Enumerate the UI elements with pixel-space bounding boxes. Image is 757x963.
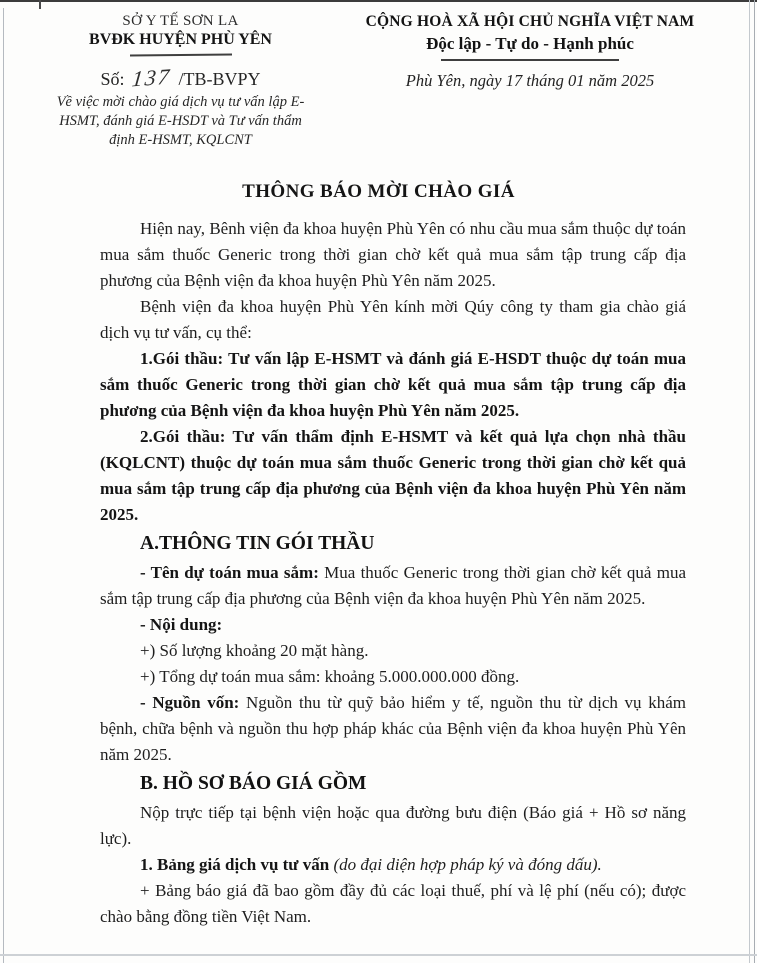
country-motto-line1: CỘNG HOÀ XÃ HỘI CHỦ NGHĨA VIỆT NAM	[365, 13, 695, 30]
price-table-label: 1. Bảng giá dịch vụ tư vấn	[140, 855, 330, 874]
paragraph-funding	[100, 690, 686, 768]
paragraph-content-label: - Nội dung:	[140, 615, 223, 634]
paragraph-intro: Hiện nay, Bênh viện đa khoa huyện Phù Yên có nhu cầu mua sắm thuộc dự toán mua sắm thuốc Generic trong thời gian chờ kết quả mua sắm tập trung cấp địa phương của Bệnh viện đa khoa huyện Phù Yên năm 2025.	[100, 219, 686, 290]
document-number-handwritten: 137	[130, 63, 173, 92]
scan-artifact-right-edge	[754, 0, 755, 963]
issuer-block	[28, 13, 333, 150]
procurement-name-value: Mua thuốc Generic trong thời gian chờ kết quả mua sắm tập trung cấp địa phương của Bệnh viện đa khoa huyện Phù Yên năm 2025.	[100, 563, 687, 608]
funding-value: Nguồn thu từ quỹ bảo hiểm y tế, nguồn thu từ dịch vụ khám bệnh, chữa bệnh và nguồn thu hợp pháp khác của Bệnh viện đa khoa huyện Phù Yên năm 2025.	[100, 693, 687, 764]
section-heading-a: A.THÔNG TIN GÓI THẦU	[140, 533, 375, 554]
paragraph-package-2: 2.Gói thầu: Tư vấn thẩm định E-HSMT và kết quả lựa chọn nhà thầu (KQLCNT) thuộc dự toán mua sắm thuốc Generic trong thời gian chờ kết quả mua sắm tập trung cấp địa phương của Bệnh viện đa khoa huyện Phù Yên năm 2025.	[100, 427, 686, 524]
document-header	[0, 0, 757, 150]
paragraph-submission: Nộp trực tiếp tại bệnh viện hoặc qua đường bưu điện (Báo giá + Hồ sơ năng lực).	[100, 803, 686, 848]
scan-artifact-top-tick	[39, 0, 41, 9]
document-subject: Về việc mời chào giá dịch vụ tư vấn lập E-HSMT, đánh giá E-HSDT và Tư vấn thẩm định E-HSMT, KQLCNT	[56, 94, 305, 148]
paragraph-procurement-name	[100, 560, 686, 612]
scan-artifact-top-line	[0, 0, 757, 2]
country-motto-line2: Độc lập - Tự do - Hạnh phúc	[426, 34, 634, 53]
national-header-block	[333, 13, 727, 150]
document-number-label: Số:	[100, 69, 125, 89]
price-table-note: (do đại diện hợp pháp ký và đóng dấu).	[333, 855, 602, 874]
paragraph-price-terms: + Bảng báo giá đã bao gồm đầy đủ các loại thuế, phí và lệ phí (nếu có); được chào bằng đồng tiền Việt Nam.	[100, 881, 686, 926]
document-number-suffix: /TB-BVPY	[178, 69, 261, 89]
place-date-line: Phù Yên, ngày 17 tháng 01 năm 2025	[405, 71, 655, 90]
issuer-divider	[129, 53, 231, 56]
paragraph-budget: +) Tổng dự toán mua sắm: khoảng 5.000.000.000 đồng.	[140, 667, 520, 686]
paragraph-package-1: 1.Gói thầu: Tư vấn lập E-HSMT và đánh giá E-HSDT thuộc dự toán mua sắm thuốc Generic trong thời gian chờ kết quả mua sắm tập trung cấp địa phương của Bệnh viện đa khoa huyện Phù Yên năm 2025.	[100, 349, 686, 420]
scan-artifact-right-edge-inner	[749, 0, 750, 963]
document-body	[0, 216, 757, 930]
scan-artifact-bottom-edge	[0, 954, 757, 956]
funding-label: - Nguồn vốn:	[140, 693, 240, 712]
document-number-line	[28, 65, 333, 91]
paragraph-invitation: Bệnh viện đa khoa huyện Phù Yên kính mời Qúy công ty tham gia chào giá dịch vụ tư vấn, cụ thể:	[100, 297, 686, 342]
document-title: THÔNG BÁO MỜI CHÀO GIÁ	[242, 181, 515, 202]
scan-artifact-left-edge	[3, 8, 4, 963]
paragraph-price-table	[100, 852, 686, 878]
motto-divider	[441, 59, 619, 61]
section-heading-b: B. HỒ SƠ BÁO GIÁ GỒM	[140, 773, 367, 794]
org-name: BVĐK HUYỆN PHÙ YÊN	[89, 31, 272, 48]
procurement-name-label: - Tên dự toán mua sắm:	[140, 563, 319, 582]
paragraph-quantity: +) Số lượng khoảng 20 mặt hàng.	[140, 641, 369, 660]
parent-org-name: SỞ Y TẾ SƠN LA	[122, 13, 239, 29]
